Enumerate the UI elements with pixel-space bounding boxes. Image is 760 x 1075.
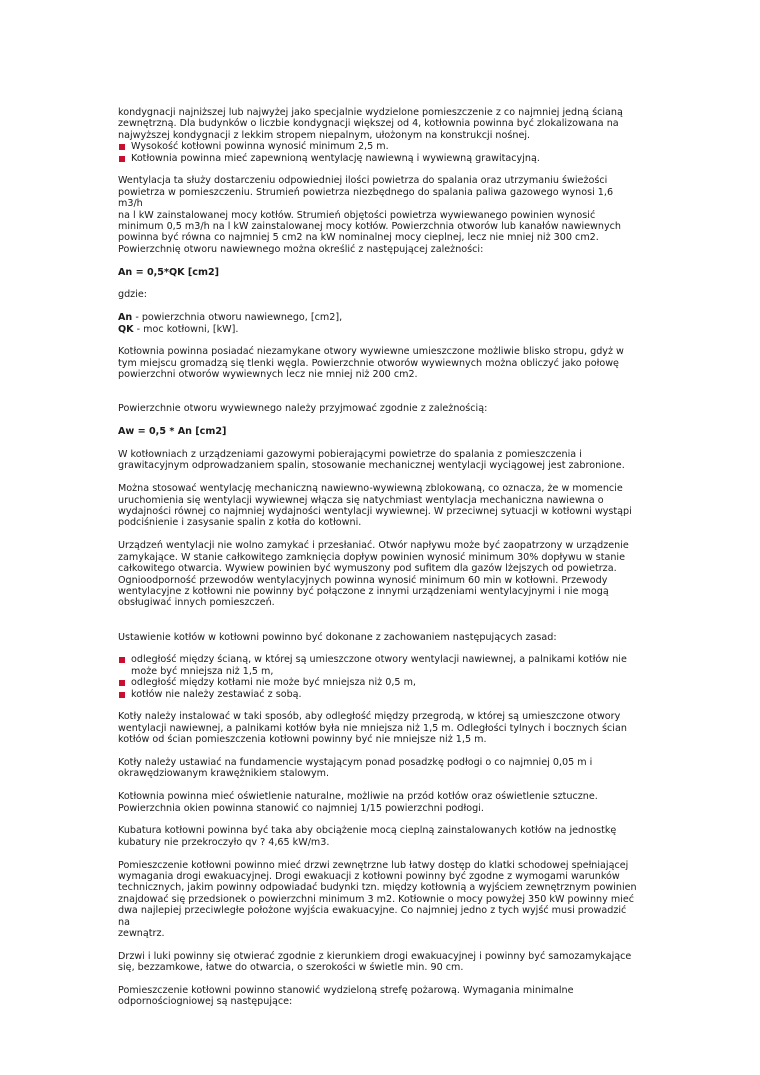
list-item: kotłów nie należy zestawiać z sobą.: [118, 689, 638, 700]
definition-term-an: An: [118, 312, 133, 324]
foundation-paragraph: Kotły należy ustawiać na fundamencie wystającym ponad posadzkę podłogi o co najmniej 0,05 m i okrawędziowanym krawężnikiem stalowym.: [118, 756, 593, 780]
definition-text-qk: - moc kotłowni, [kW].: [133, 323, 239, 335]
gas-paragraph: W kotłowniach z urządzeniami gazowymi pobierającymi powietrze do spalania z pomieszczenia i grawitacyjnym odprowadzaniem spalin, stosowanie mechanicznej wentylacji wyciągowej jest zabronione.: [118, 449, 625, 472]
intro-paragraph: kondygnacji najniższej lub najwyżej jako specjalnie wydzielone pomieszczenie z co najmniej jedną ścianą zewnętrzną. Dla budynków o liczbie kondygnacji większej od 4, kotłownia powinna być zlokalizowana na najwyższej kondygnacji z lekkim stropem niepalnym, ułożonym na konstrukcji nośnej.: [118, 107, 623, 141]
exhaust-paragraph: Kotłownia powinna posiadać niezamykane otwory wywiewne umieszczone możliwie blisko stropu, gdyż w tym miejscu gromadzą się tlenki węgla. Powierzchnie otworów wywiewnych można obliczyć jako połowę powierzchni otworów wywiewnych lecz nie mniej niż 200 cm2.: [118, 346, 624, 381]
doors-paragraph: Pomieszczenie kotłowni powinno mieć drzwi zewnętrzne lub łatwy dostęp do klatki schodowej spełniającej wymagania drogi ewakuacyjnej. Drogi ewakuacji z kotłowni powinny być zgodne z wymogami warunków technicznych, jakim powinny odpowiadać budynki tzn. między kotłownią a wyjściem zewnętrznym powinien znajdować się przedsionek o powierzchni minimum 3 m2. Kotłownie o mocy powyżej 350 kW powinny mieć dwa najlepiej przeciwległe położone wyjścia ewakuacyjne. Co najmniej jedno z tych wyjść musi prowadzić na zewnątrz.: [118, 859, 637, 939]
boiler-rules-intro: Ustawienie kotłów w kotłowni powinno być dokonane z zachowaniem następujących zasad:: [118, 631, 557, 643]
list-item: odległość między ścianą, w której są umieszczone otwory wentylacji nawiewnej, a palnikami kotłów nie może być mniejsza niż 1,5 m,: [118, 654, 638, 677]
lighting-paragraph: Kotłownia powinna mieć oświetlenie naturalne, możliwie na przód kotłów oraz oświetlenie sztuczne. Powierzchnia okien powinna stanowić co najmniej 1/15 powierzchni podłogi.: [118, 791, 598, 814]
list-item: Kotłownia powinna mieć zapewnioną wentylację nawiewną i wywiewną grawitacyjną.: [118, 153, 638, 164]
list-item: Wysokość kotłowni powinna wynosić minimum 2,5 m.: [118, 141, 638, 152]
document-page: [118, 107, 638, 1019]
fire-zone-paragraph: Pomieszczenie kotłowni powinno stanowić wydzieloną strefę pożarową. Wymagania minimalne odpornościogniowej są następujące:: [118, 984, 574, 1008]
requirements-list: [118, 141, 638, 164]
hatches-paragraph: Drzwi i luki powinny się otwierać zgodnie z kierunkiem drogi ewakuacyjnej i powinny być samozamykające się, bezzamkowe, łatwe do otwarcia, o szerokości w świetle min. 90 cm.: [118, 950, 632, 974]
installation-paragraph: Kotły należy instalować w taki sposób, aby odległość między przegrodą, w której są umieszczone otwory wentylacji nawiewnej, a palnikami kotłów była nie mniejsza niż 1,5 m. Odległości tylnych i bocznych ścian kotłów od ścian pomieszczenia kotłowni powinny być nie mniejsze niż 1,5 m.: [118, 711, 627, 746]
exhaust-formula-intro: Powierzchnie otworu wywiewnego należy przyjmować zgodnie z zależnością:: [118, 403, 488, 415]
definition-text-an: - powierzchnia otworu nawiewnego, [cm2],: [132, 312, 343, 324]
formula-aw: Aw = 0,5 * An [cm2]: [118, 426, 227, 438]
formula-an: An = 0,5*QK [cm2]: [118, 266, 220, 278]
list-item: odległość między kotłami nie może być mniejsza niż 0,5 m,: [118, 677, 638, 688]
volume-paragraph: Kubatura kotłowni powinna być taka aby obciążenie mocą cieplną zainstalowanych kotłów na jednostkę kubatury nie przekroczyło qv ? 4,65 kW/m3.: [118, 825, 617, 848]
mechanical-ventilation-paragraph: Można stosować wentylację mechaniczną nawiewno-wywiewną zblokowaną, co oznacza, że w momencie uruchomienia się wentylacji wywiewnej włącza się natychmiast wentylacja mechaniczna nawiewna o wydajności równej co najmniej wydajności wentylacji wywiewnej. W przeciwnej sytuacji w kotłowni wystąpi podciśnienie i zasysanie spalin z kotła do kotłowni.: [118, 483, 632, 529]
boiler-rules-list: [118, 654, 638, 700]
ventilation-devices-paragraph: Urządzeń wentylacji nie wolno zamykać i przesłaniać. Otwór napływu może być zaopatrzony w urządzenie zamykające. W stanie całkowitego zamknięcia dopływ powinien wynosić minimum 30% dopływu w stanie całkowitego otwarcia. Wywiew powinien być wymuszony pod sufitem dla gazów lżejszych od powietrza. Ognioodporność przewodów wentylacyjnych powinna wynosić minimum 60 min w kotłowni. Przewody wentylacyjne z kotłowni nie powinny być połączone z innymi urządzeniami wentylacyjnymi i nie mogą obsługiwać innych pomieszczeń.: [118, 540, 629, 609]
ventilation-paragraph: Wentylacja ta służy dostarczeniu odpowiedniej ilości powietrza do spalania oraz utrzymaniu świeżości powietrza w pomieszczeniu. Strumień powietrza niezbędnego do spalania paliwa gazowego wynosi 1,6 m3/h na l kW zainstalowanej mocy kotłów. Strumień objętości powietrza wywiewanego powinien wynosić minimum 0,5 m3/h na l kW zainstalowanej mocy kotłów. Powierzchnia otworów lub kanałów nawiewnych powinna być równa co najmniej 5 cm2 na kW nominalnej mocy cieplnej, lecz nie mniej niż 300 cm2. Powierzchnię otworu nawiewnego można określić z następującej zależności:: [118, 175, 622, 255]
gdzie-label: gdzie:: [118, 289, 148, 301]
definition-term-qk: QK: [118, 323, 134, 335]
definitions: [118, 312, 638, 335]
